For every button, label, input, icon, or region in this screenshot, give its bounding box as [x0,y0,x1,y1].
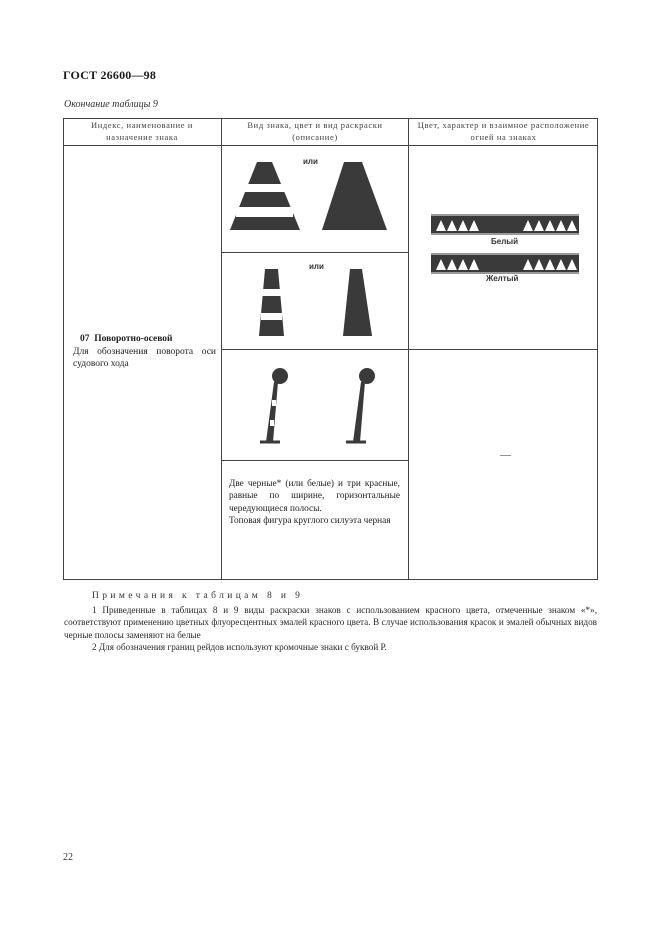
solid-pole [353,382,365,442]
lights-diagram [409,146,597,349]
column-header-index: Индекс, наименование и назначение знака [91,120,193,142]
column-header-view: Вид знака, цвет и вид раскраски (описание) [247,120,383,142]
document-code: ГОСТ 26600—98 [63,68,157,82]
description-top-figure: Топовая фигура круглого силуэта черная [229,515,391,526]
striped-trapezoid-narrow [259,269,284,336]
ball-top-figure [272,368,288,384]
sign-description [229,478,400,527]
white-stripe [270,420,274,426]
light-label-white: Белый [491,237,519,246]
white-stripe [261,313,282,320]
notes-title: Примечания к таблицам 8 и 9 [92,591,304,601]
white-stripe [272,400,276,406]
white-stripe [262,289,281,296]
sign-index-name [80,333,220,345]
sign-figure-poles [222,350,408,460]
white-stripe [242,184,287,192]
sign-index: 07 [80,334,90,344]
page-number: 22 [63,852,73,863]
ball-top-figure [359,368,375,384]
striped-pole [266,382,278,442]
sign-purpose: Для обозначения поворота оси судового хода [73,347,216,369]
note-1: 1 Приведенные в таблицах 8 и 9 виды раскраски знаков с использованием красного цвета, отмеченные знаком «*», соответствуют применению цветных флуоресцентных эмалей красного цвета. В случае использования красок и эмалей обычных видов черные полосы заменяют на белые [64,605,597,640]
description-stripes: Две черные* (или белые) и три красные, равные по ширине, горизонтальные чередующиеся полосы. [229,479,400,514]
lights-dash: — [500,449,511,461]
table-caption: Окончание таблицы 9 [64,99,158,110]
or-label: или [309,262,324,271]
light-label-yellow: Желтый [486,274,519,283]
striped-trapezoid-large [230,162,300,230]
or-label: или [303,157,318,166]
white-stripe [236,207,293,217]
column-header-lights: Цвет, характер и взаимное расположение огней на знаках [417,120,590,142]
sign-name: Поворотно-осевой [94,334,173,344]
solid-trapezoid-narrow [343,269,372,336]
note-2: 2 Для обозначения границ рейдов используют кромочные знаки с буквой Р. [92,642,387,652]
solid-trapezoid-large [322,162,387,230]
